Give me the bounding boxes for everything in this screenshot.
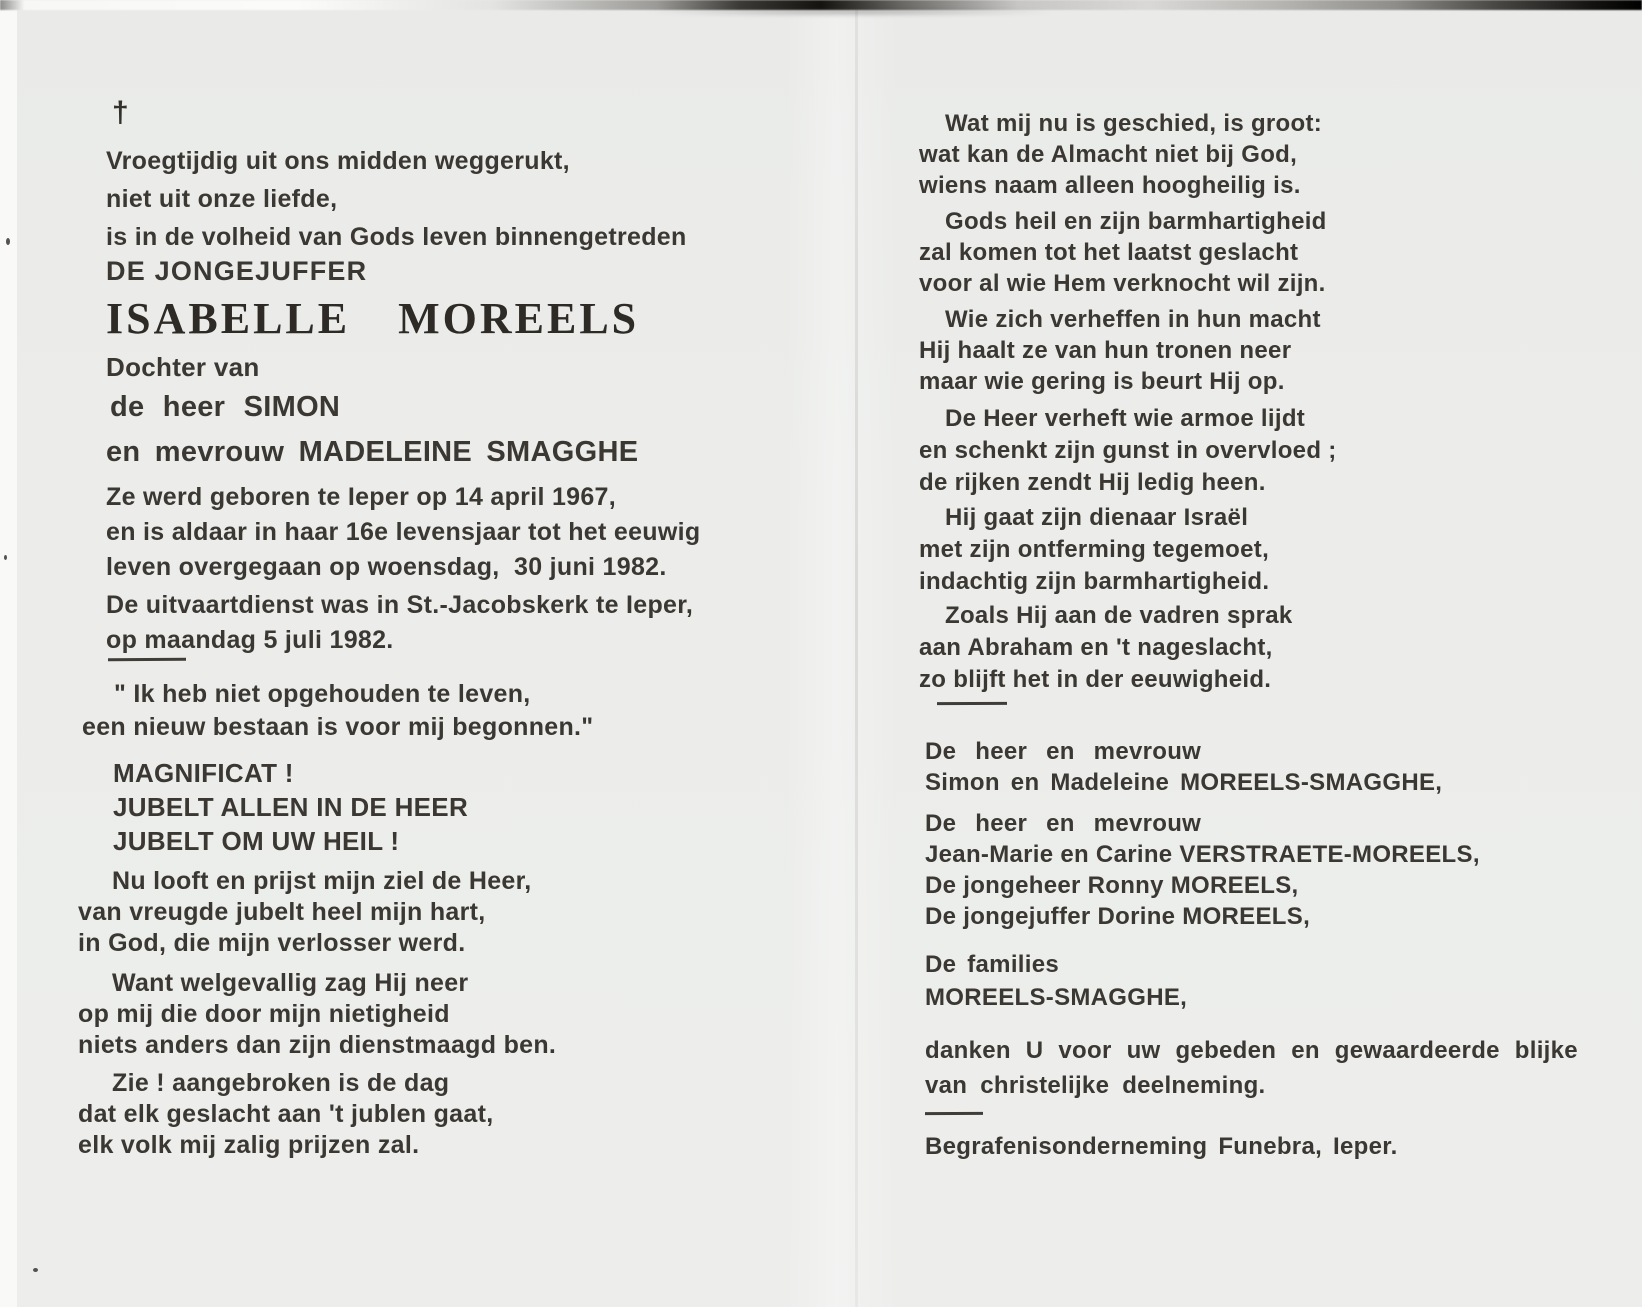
psalm-stanza	[895, 304, 1321, 397]
family-group	[895, 736, 1442, 798]
quote-verse	[82, 678, 594, 744]
stanza-line: Nu looft en prijst mijn ziel de Heer,	[112, 867, 532, 895]
family-line: MOREELS-SMAGGHE,	[925, 984, 1188, 1011]
father-name: de heer SIMON	[110, 391, 341, 423]
scan-top-smudge	[640, 8, 1060, 16]
stanza-line: wat kan de Almacht niet bij God,	[919, 141, 1298, 168]
magnificat-heading	[113, 756, 468, 858]
funeral-line: De uitvaartdienst was in St.-Jacobskerk te Ieper,	[106, 591, 694, 619]
stanza-line: van vreugde jubelt heel mijn hart,	[78, 898, 486, 926]
family-line: Simon en Madeleine MOREELS-SMAGGHE,	[925, 769, 1443, 796]
magnificat-line: MAGNIFICAT !	[113, 758, 294, 788]
mother-name: en mevrouw MADELEINE SMAGGHE	[106, 436, 639, 468]
thanks-line: van christelijke deelneming.	[925, 1072, 1266, 1099]
stanza-line: aan Abraham en 't nageslacht,	[919, 634, 1273, 661]
family-line: De heer en mevrouw	[925, 810, 1202, 837]
stanza-line: elk volk mij zalig prijzen zal.	[78, 1131, 420, 1159]
stanza-line: Hij haalt ze van hun tronen neer	[919, 337, 1292, 364]
daughter-of-label: Dochter van	[106, 352, 260, 382]
stanza-line: Zoals Hij aan de vadren sprak	[945, 602, 1293, 629]
family-line: De heer en mevrouw	[925, 738, 1202, 765]
psalm-stanza	[895, 600, 1293, 696]
family-group	[895, 808, 1480, 870]
family-line: De families	[925, 951, 1060, 978]
family-line: De jongeheer Ronny MOREELS,	[925, 872, 1299, 899]
scan-speck	[6, 238, 10, 245]
stanza-line: Gods heil en zijn barmhartigheid	[945, 208, 1327, 235]
family-group	[895, 903, 1310, 931]
stanza-line: Hij gaat zijn dienaar Israël	[945, 504, 1249, 531]
center-fold-line	[855, 10, 858, 1307]
stanza-line: zo blijft het in der eeuwigheid.	[919, 666, 1272, 693]
magnificat-line: JUBELT OM UW HEIL !	[113, 826, 400, 856]
psalm-stanza	[895, 206, 1327, 299]
stanza-line: dat elk geslacht aan 't jublen gaat,	[78, 1100, 494, 1128]
page-gutter-highlight	[786, 0, 898, 1307]
stanza-line: de rijken zendt Hij ledig heen.	[919, 469, 1266, 496]
divider	[925, 1112, 983, 1115]
funeral-line: op maandag 5 juli 1982.	[106, 626, 394, 654]
quote-line: " Ik heb niet opgehouden te leven,	[114, 680, 531, 708]
stanza-line: in God, die mijn verlosser werd.	[78, 929, 466, 957]
thanks-text	[895, 1033, 1578, 1103]
stanza-line: Wie zich verheffen in hun macht	[945, 306, 1321, 333]
stanza-line: voor al wie Hem verknocht wil zijn.	[919, 270, 1326, 297]
birth-death-line: Ze werd geboren te Ieper op 14 april 1967,	[106, 483, 616, 511]
psalm-stanza	[78, 968, 557, 1061]
stanza-line: indachtig zijn barmhartigheid.	[919, 568, 1270, 595]
undertaker-line: Begrafenisonderneming Funebra, Ieper.	[925, 1133, 1398, 1160]
stanza-line: en schenkt zijn gunst in overvloed ;	[919, 437, 1337, 464]
cross-icon: †	[112, 96, 129, 129]
stanza-line: Wat mij nu is geschied, is groot:	[945, 110, 1323, 137]
thanks-line: danken U voor uw gebeden en gewaardeerde blijke	[925, 1037, 1578, 1064]
stanza-line: De Heer verheft wie armoe lijdt	[945, 405, 1306, 432]
title-label: DE JONGEJUFFER	[106, 256, 368, 286]
scan-speck	[4, 555, 7, 560]
intro-verse	[106, 142, 687, 256]
stanza-line: niets anders dan zijn dienstmaagd ben.	[78, 1031, 557, 1059]
intro-line: niet uit onze liefde,	[106, 185, 338, 213]
stanza-line: Zie ! aangebroken is de dag	[112, 1069, 450, 1097]
stanza-line: wiens naam alleen hoogheilig is.	[919, 172, 1301, 199]
psalm-stanza	[895, 403, 1337, 499]
psalm-stanza	[895, 502, 1269, 598]
intro-line: is in de volheid van Gods leven binnengetreden	[106, 223, 687, 251]
stanza-line: maar wie gering is beurt Hij op.	[919, 368, 1285, 395]
stanza-line: met zijn ontferming tegemoet,	[919, 536, 1270, 563]
scan-speck	[33, 1268, 38, 1272]
scan-left-edge	[0, 0, 17, 1307]
stanza-line: zal komen tot het laatst geslacht	[919, 239, 1299, 266]
birth-death-text	[106, 480, 700, 585]
intro-line: Vroegtijdig uit ons midden weggerukt,	[106, 147, 570, 175]
divider	[108, 658, 186, 661]
psalm-stanza	[78, 1068, 494, 1161]
funeral-text	[106, 588, 693, 658]
family-group	[895, 872, 1298, 900]
family-line: Jean-Marie en Carine VERSTRAETE-MOREELS,	[925, 841, 1480, 868]
deceased-name: ISABELLE MOREELS	[106, 294, 640, 343]
magnificat-line: JUBELT ALLEN IN DE HEER	[113, 792, 469, 822]
psalm-stanza	[78, 866, 532, 959]
divider	[937, 702, 1007, 705]
birth-death-line: leven overgegaan op woensdag, 30 juni 1982.	[106, 553, 667, 581]
stanza-line: Want welgevallig zag Hij neer	[112, 969, 469, 997]
family-line: De jongejuffer Dorine MOREELS,	[925, 903, 1311, 930]
stanza-line: op mij die door mijn nietigheid	[78, 1000, 450, 1028]
psalm-stanza	[895, 108, 1322, 201]
quote-line: een nieuw bestaan is voor mij begonnen."	[82, 713, 594, 741]
family-group	[895, 948, 1187, 1014]
birth-death-line: en is aldaar in haar 16e levensjaar tot het eeuwig	[106, 518, 701, 546]
